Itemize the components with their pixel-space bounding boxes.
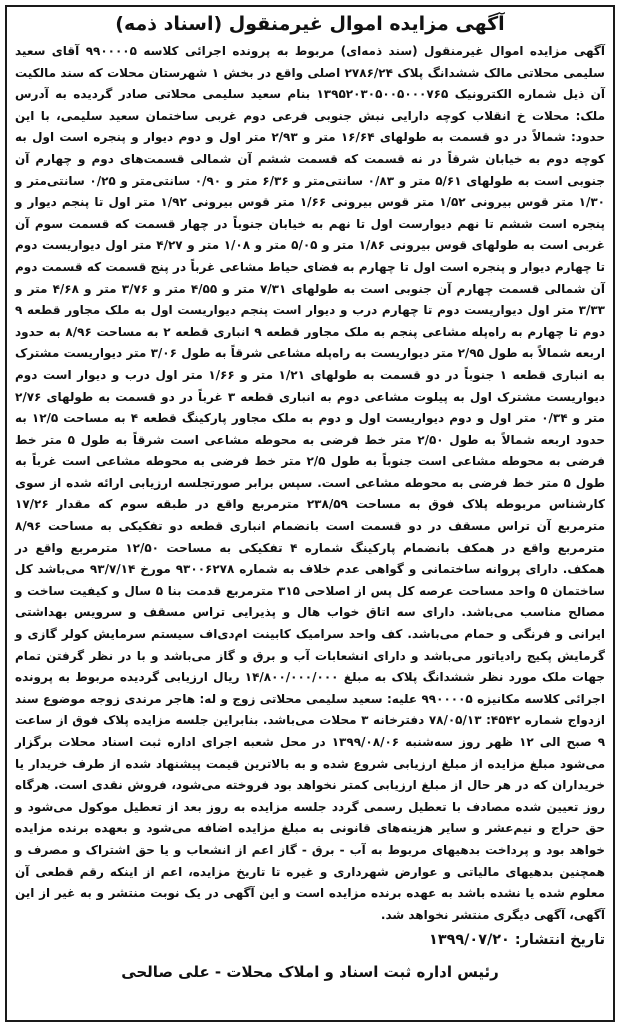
auction-notice xyxy=(5,5,615,1022)
signature-line: رئیس اداره ثبت اسناد و املاک محلات - علی صالحی xyxy=(121,963,499,982)
notice-title: آگهی مزایده اموال غیرمنقول (اسناد ذمه) xyxy=(115,13,505,35)
notice-body: آگهی مزایده اموال غیرمنقول (سند ذمه‌ای) مربوط به پرونده اجرائی کلاسه ۹۹۰۰۰۰۵ آقای سعید سلیمی محلاتی مالک ششدانگ پلاک ۲۷۸۶/۲۴ اصلی واقع در بخش ۱ شهرستان محلات که سند مالکیت آن ذیل شماره الکترونیک ۱۳۹۵۲۰۳۰۵۰۰۵۰۰۰۷۶۵ بنام سعید سلیمی محلاتی صادر گردیده به آدرس ملک: محلات خ انقلاب کوچه دارایی نبش جنوبی فرعی دوم غربی ساختمان سعید سلیمی، با این حدود: شمالاً در دو قسمت به طولهای ۱۶/۶۴ متر و ۲/۹۳ متر اول و دوم دیوار و پنجره است اول به کوچه دوم به خیابان شرقاً در نه قسمت که قسمت ششم آن شمالی قسمت‌های دوم و چهارم آن جنوبی است به طولهای ۵/۶۱ متر و ۰/۸۳ سانتی‌متر و ۶/۳۶ متر و ۰/۹۰ سانتی‌متر و ۰/۲۵ سانتی‌متر و ۱/۳۰ متر قوس بیرونی ۱/۵۲ متر قوس بیرونی ۱/۶۶ متر قوس بیرونی ۱/۹۲ متر اول تا پنجم دیوار و پنجره است ششم تا نهم دیوارست اول تا نهم به خیابان جنوباً در چهار قسمت که قسمت سوم آن غربی است به طولهای قوس بیرونی ۱/۸۶ متر و ۵/۰۵ متر و ۱/۰۸ متر و ۴/۲۷ متر اول دیواریست دوم تا چهارم دیوار و پنجره است اول تا چهارم به فضای حیاط مشاعی غرباً در پنج قسمت که قسمت دوم آن شمالی قسمت چهارم آن جنوبی است به طولهای ۷/۳۱ متر و ۴/۵۵ متر و ۳/۷۶ متر و ۴/۶۸ متر و ۳/۳۳ متر اول دیواریست دوم تا چهارم درب و دیوار است پنجم دیواریست اول به ملک مجاور قطعه ۹ دوم تا چهارم به راه‌پله مشاعی پنجم به ملک مجاور قطعه ۹ انباری قطعه ۲ به مساحت ۸/۹۶ به حدود اربعه شمالاً به طول ۲/۹۵ متر دیواریست به راه‌پله مشاعی شرقاً به طول ۳/۰۶ متر دیواریست مشترک به انباری قطعه ۱ جنوباً در دو قسمت به طولهای ۱/۲۱ متر و ۱/۶۶ متر اول درب و دیوار است دوم دیواریست مشترک اول به پیلوت مشاعی دوم به انباری قطعه ۳ غرباً در دو قسمت به طولهای ۲/۷۶ متر و ۰/۳۴ متر اول و دوم دیواریست اول و دوم به ملک مجاور پارکینگ قطعه ۴ به مساحت ۱۲/۵ به حدود اربعه شمالاً به طول ۲/۵۰ متر خط فرضی به محوطه مشاعی است شرقاً به طول ۵ متر خط فرضی به محوطه مشاعی است جنوباً به طول ۲/۵ متر خط فرضی به محوطه مشاعی است غرباً به طول ۵ متر خط فرضی به محوطه مشاعی است. سپس برابر صورتجلسه ارزیابی ارائه شده از سوی کارشناس مربوطه پلاک فوق به مساحت ۲۳۸/۵۹ مترمربع واقع در طبقه سوم که مقدار ۱۷/۲۶ مترمربع آن تراس مسقف در دو قسمت است بانضمام انباری قطعه دو تفکیکی به مساحت ۸/۹۶ مترمربع واقع در همکف بانضمام پارکینگ شماره ۴ تفکیکی به مساحت ۱۲/۵۰ مترمربع واقع در همکف. دارای پروانه ساختمانی و گواهی عدم خلاف به شماره ۹۳۰۰۶۲۷۸ مورخ ۹۳/۷/۱۴ می‌باشد کل ساختمان ۵ واحد مساحت عرصه کل پس از اصلاحی ۳۱۵ مترمربع قدمت بنا ۵ سال و کیفیت ساخت و مصالح مناسب می‌باشد. دارای سه اتاق خواب هال و پذیرایی تراس مسقف و سرویس بهداشتی ایرانی و فرنگی و حمام می‌باشد. کف واحد سرامیک کابینت ام‌دی‌اف سیستم سرمایش کولر گازی و گرمایش پکیج رادیاتور می‌باشد و دارای انشعابات آب و برق و گاز می‌باشد و با در نظر گرفتن تمام جهات ملک مورد نظر ششدانگ پلاک به مبلغ ۱۴/۸۰۰/۰۰۰/۰۰۰ ریال ارزیابی گردیده مربوط به پرونده اجرائی کلاسه مکانیزه ۹۹۰۰۰۰۵ علیه: سعید سلیمی محلاتی زوج و له: هاجر مرندی زوجه موضوع سند ازدواج شماره ۴۵۴۲: ۷۸/۰۵/۱۳ دفترخانه ۳ محلات می‌باشد. بنابراین جلسه مزایده پلاک فوق از ساعت ۹ صبح الی ۱۲ ظهر روز سه‌شنبه ۱۳۹۹/۰۸/۰۶ در محل شعبه اجرای اداره ثبت اسناد محلات برگزار می‌شود مبلغ مزایده از مبلغ ارزیابی شروع شده و به بالاترین قیمت پیشنهاد شده از طرف خریدار یا خریداران که در هر حال از مبلغ ارزیابی کمتر نخواهد بود فروخته می‌شود، فروش نقدی است. هرگاه روز تعیین شده مصادف با تعطیل رسمی گردد جلسه مزایده به روز بعد از تعطیل موکول می‌شود و حق حراج و نیم‌عشر و سایر هزینه‌های قانونی به مبلغ مزایده اضافه می‌شود و بعهده برنده مزایده خواهد بود و پرداخت بدهیهای مربوط به آب - برق - گاز اعم از انشعاب و یا حق اشتراک و مصرف و همچنین بدهیهای مالیاتی و عوارض شهرداری و غیره تا تاریخ مزایده، اعم از اینکه رقم قطعی آن معلوم شده یا نشده باشد به عهده برنده مزایده است و این آگهی در یک نوبت منتشر و به غیر از این آگهی، آگهی دیگری منتشر نخواهد شد. xyxy=(15,44,606,922)
publish-date: تاریخ انتشار: ۱۳۹۹/۰۷/۲۰ xyxy=(429,932,605,949)
